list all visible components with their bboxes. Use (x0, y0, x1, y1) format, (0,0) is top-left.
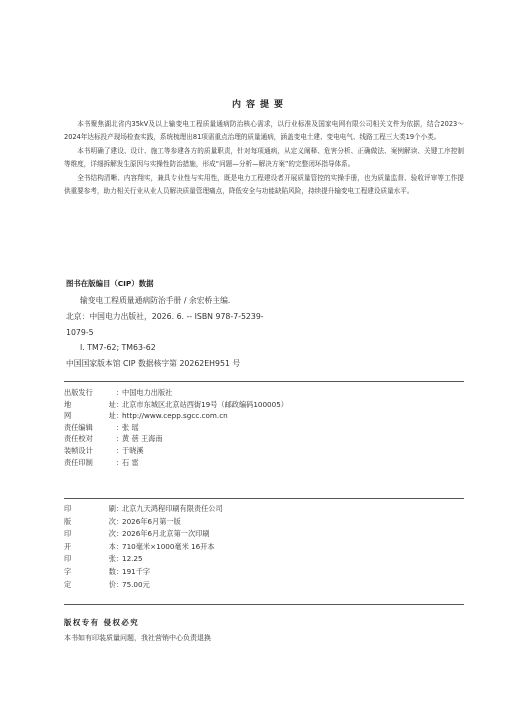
summary-paragraph: 本书明确了建设、设计、施工等参建各方的质量职责，针对每项通病，从定义阐释、危害分析、正确做法、案例解读、关键工序控制等维度，详细拆解发生原因与实操性防治措施，形成“问题—分析—解决方案”的完整闭环指导体系。 (64, 146, 464, 169)
info-label-char: 址 (108, 411, 116, 421)
info-row: 出版发行 ： 中国电力出版社 (64, 388, 173, 397)
info-label-char: 字 (64, 566, 72, 576)
info-row: 定 价 ： 75.00元 (64, 579, 464, 592)
info-label-char: 址 (108, 399, 116, 409)
info-label (64, 410, 116, 422)
info-label (64, 579, 116, 592)
info-label-char: 刷 (108, 504, 116, 513)
info-label-char: 印 (64, 554, 72, 564)
info-value: 黄 蓓 王海南 (122, 434, 163, 444)
info-value: 2026年6月第一版 (122, 516, 181, 526)
divider (64, 498, 464, 499)
info-value: 于晓溪 (122, 445, 144, 455)
info-row: 装帧设计 ： 于晓溪 (64, 445, 144, 455)
info-label (64, 541, 116, 554)
info-row: 责任印制 ： 石 雷 (64, 457, 139, 467)
info-label: 责任印制 (64, 457, 93, 467)
info-row: 开 本 ： 710毫米×1000毫米 16开本 (64, 541, 464, 554)
cip-line: 北京：中国电力出版社，2026. 6. -- ISBN 978-7-5239- (66, 311, 264, 321)
info-label-char: 网 (64, 411, 72, 421)
info-row: 责任编辑 ： 张 瑶 (64, 422, 139, 432)
cip-line: 1079-5 (66, 327, 94, 337)
info-value: 75.00元 (122, 579, 150, 589)
info-row: 印 张 ： 12.25 (64, 553, 464, 566)
info-label: 责任编辑 (64, 422, 93, 432)
info-label-char: 印 (64, 529, 72, 539)
info-label (64, 516, 116, 529)
info-row: 印 次 ： 2026年6月北京第一次印刷 (64, 528, 464, 541)
info-label-char: 次 (108, 529, 116, 539)
info-label-char: 定 (64, 579, 72, 589)
info-row: 地 址 ： 北京市东城区北京站西街19号（邮政编码100005） (64, 399, 288, 409)
info-label (64, 528, 116, 541)
summary-title: 内容提要 (231, 100, 288, 110)
info-label (64, 399, 116, 411)
info-row: 印 刷 ： 北京九天鸿程印刷有限责任公司 (64, 503, 464, 516)
info-label-char: 版 (64, 516, 72, 526)
info-value: http://www.cepp.sgcc.com.cn (122, 411, 228, 421)
rights-note: 本书如有印装质量问题，我社营销中心负责退换 (64, 634, 211, 642)
info-value: 北京市东城区北京站西街19号（邮政编码100005） (122, 399, 288, 409)
publication-info (64, 387, 464, 468)
info-value: 北京九天鸿程印刷有限责任公司 (122, 504, 223, 513)
cip-heading: 图书在版编目（CIP）数据 (66, 279, 154, 288)
cip-line: 输变电工程质量通病防治手册 / 余宏桥主编. (80, 296, 231, 305)
info-value: 12.25 (122, 554, 143, 564)
info-label (64, 553, 116, 566)
summary-block (64, 118, 464, 198)
info-label (64, 503, 116, 516)
info-value: 191千字 (122, 566, 151, 576)
summary-paragraph: 本书聚焦湖北省内35kV及以上输变电工程质量通病防治核心需求，以行业标准及国家电网有限公司相关文件为依据，结合2023～2024年达标投产现场检查实践，系统梳理出81项需重点治理的质量通病，涵盖变电土建、变电电气、线路工程三大类19个小类。 (64, 120, 464, 142)
info-value: 710毫米×1000毫米 16开本 (122, 541, 215, 551)
info-value: 中国电力出版社 (122, 388, 173, 397)
info-value: 石 雷 (122, 457, 139, 467)
info-value: 张 瑶 (122, 422, 139, 432)
summary-paragraph: 全书结构清晰、内容翔实，兼具专业性与实用性，既是电力工程建设者开展质量管控的实操手册，也为质量监督、验收评审等工作提供重要参考，助力相关行业从业人员解决质量管理痛点，降低安全与功能缺陷风险，持续提升输变电工程建设质量水平。 (64, 173, 464, 196)
info-label: 出版发行 (64, 388, 93, 397)
divider (64, 381, 464, 382)
info-label-char: 开 (64, 541, 72, 551)
info-label: 责任校对 (64, 434, 93, 444)
info-row: 网 址 ： http://www.cepp.sgcc.com.cn (64, 411, 228, 421)
printing-info (64, 503, 464, 591)
divider (64, 604, 464, 605)
info-label (64, 566, 116, 579)
cip-block (66, 293, 306, 372)
info-label-char: 地 (64, 399, 72, 409)
info-row: 责任校对 ： 黄 蓓 王海南 (64, 434, 163, 444)
cip-line: Ⅰ. TM7-62; TM63-62 (80, 343, 156, 353)
info-value: 2026年6月北京第一次印刷 (122, 529, 210, 539)
info-label-char: 印 (64, 504, 72, 513)
info-label-char: 张 (108, 554, 116, 564)
info-label-char: 本 (108, 541, 116, 551)
rights-title: 版权专有 侵权必究 (64, 618, 140, 627)
cip-line: 中国国家版本馆 CIP 数据核字第 20262EH951 号 (66, 359, 241, 369)
info-label: 装帧设计 (64, 445, 93, 455)
info-row: 版 次 ： 2026年6月第一版 (64, 516, 464, 529)
info-label-char: 次 (108, 516, 116, 526)
info-label-char: 价 (108, 579, 116, 589)
info-label-char: 数 (108, 566, 116, 576)
info-row: 字 数 ： 191千字 (64, 566, 464, 579)
